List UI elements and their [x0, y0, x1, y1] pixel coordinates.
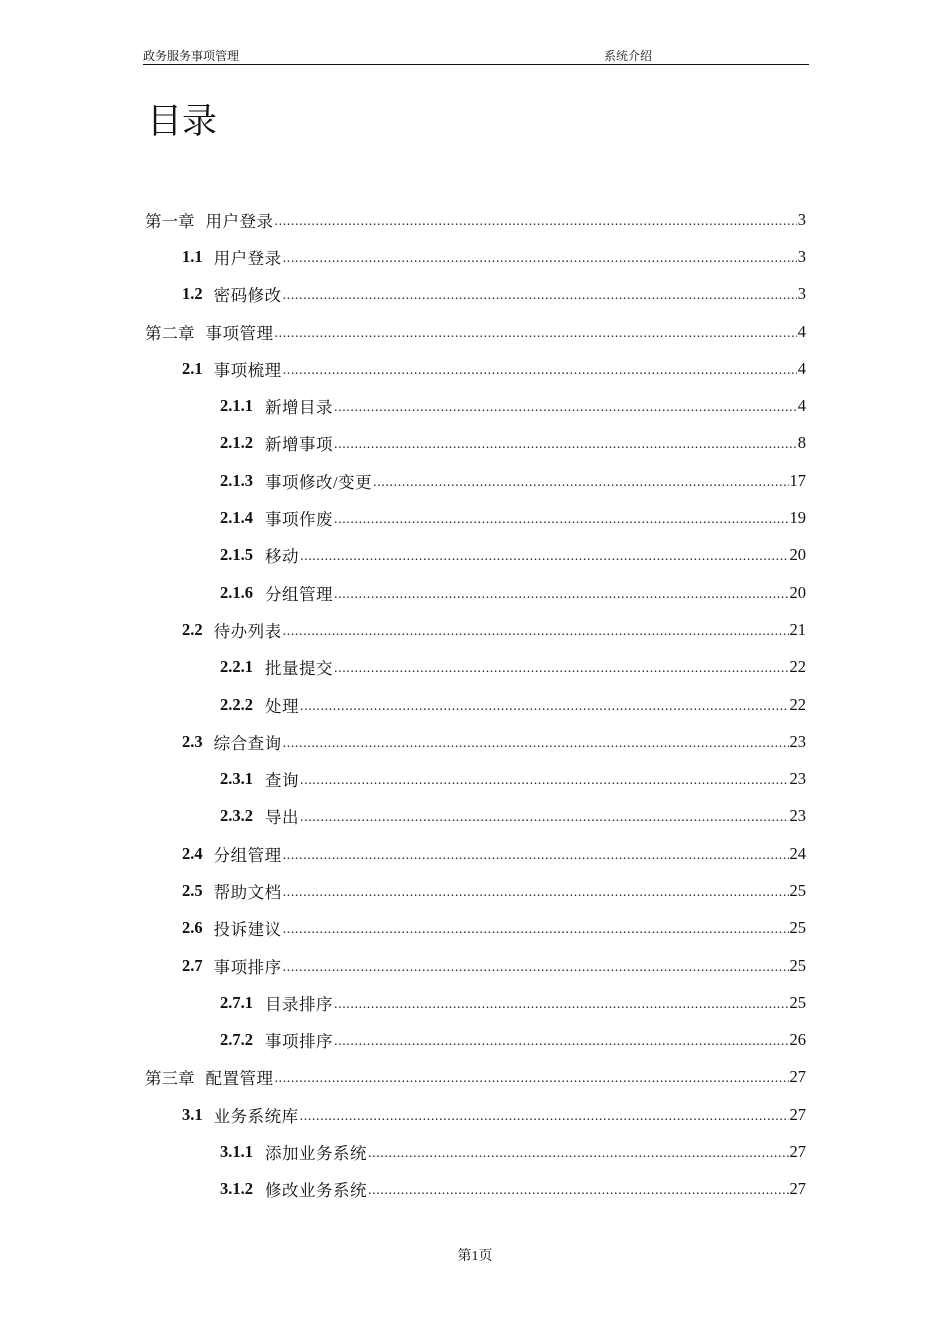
- toc-dot-leader: [283, 922, 789, 938]
- toc-entry-page: 17: [789, 470, 806, 490]
- toc-entry[interactable]: [0, 760, 806, 797]
- toc-entry-page: 20: [789, 545, 806, 565]
- toc-dot-leader: [334, 661, 789, 677]
- toc-heading: 目录: [147, 102, 218, 141]
- toc-entry-number: 2.4: [182, 843, 203, 863]
- toc-entry-page: 25: [789, 880, 806, 900]
- toc-entry[interactable]: [0, 313, 806, 350]
- toc-entry[interactable]: [0, 798, 806, 835]
- toc-entry-label: 处理: [265, 696, 299, 716]
- toc-dot-leader: [334, 997, 789, 1013]
- toc-entry-label: 投诉建议: [213, 920, 282, 940]
- page-number-label: 第1页: [457, 1249, 493, 1264]
- toc-entry-number: 2.2: [182, 619, 203, 639]
- toc-entry-label: 事项作废: [265, 510, 333, 530]
- toc-entry-label: 事项修改/变更: [265, 472, 373, 492]
- toc-entry[interactable]: [0, 1133, 806, 1170]
- toc-dot-leader: [300, 699, 789, 715]
- toc-dot-leader: [300, 1109, 789, 1125]
- toc-dot-leader: [283, 251, 797, 267]
- toc-dot-leader: [373, 475, 788, 491]
- page-header: [143, 50, 809, 65]
- toc-dot-leader: [283, 848, 789, 864]
- toc-entry[interactable]: [0, 537, 806, 574]
- header-document-title: 政务服务事项管理: [143, 49, 240, 63]
- toc-entry[interactable]: [0, 1171, 806, 1208]
- toc-entry-label: 批量提交: [265, 659, 333, 679]
- toc-entry[interactable]: [0, 649, 806, 686]
- toc-dot-leader: [334, 1034, 789, 1050]
- toc-entry-number: 2.1.4: [220, 508, 253, 528]
- toc-entry-number: 第三章: [145, 1069, 195, 1089]
- toc-entry-page: 22: [789, 657, 806, 677]
- toc-entry-label: 综合查询: [213, 733, 282, 753]
- toc-entry[interactable]: [0, 611, 806, 648]
- toc-dot-leader: [368, 1183, 789, 1199]
- toc-dot-leader: [283, 288, 797, 304]
- toc-entry-number: 1.1: [182, 246, 203, 266]
- toc-entry-page: 22: [789, 694, 806, 714]
- toc-entry-label: 事项管理: [205, 323, 274, 343]
- toc-dot-leader: [283, 363, 797, 379]
- toc-entry[interactable]: [0, 872, 806, 909]
- toc-entry-number: 1.2: [182, 284, 203, 304]
- toc-entry-label: 修改业务系统: [265, 1181, 367, 1201]
- toc-entry-number: 2.1.5: [220, 545, 253, 565]
- toc-entry[interactable]: [0, 835, 806, 872]
- toc-dot-leader: [275, 1071, 789, 1087]
- toc-dot-leader: [334, 512, 789, 528]
- toc-dot-leader: [300, 810, 789, 826]
- toc-entry-page: 24: [789, 843, 806, 863]
- toc-entry[interactable]: [0, 201, 806, 238]
- toc-entry[interactable]: [0, 723, 806, 760]
- toc-entry-page: 23: [789, 769, 806, 789]
- toc-entry[interactable]: [0, 499, 806, 536]
- toc-entry-label: 分组管理: [265, 584, 333, 604]
- toc-entry-number: 2.1.6: [220, 582, 253, 602]
- toc-entry[interactable]: [0, 1059, 806, 1096]
- toc-entry-page: 27: [789, 1179, 806, 1199]
- toc-entry-label: 新增目录: [265, 398, 333, 418]
- toc-entry-page: 4: [797, 321, 806, 341]
- toc-entry-page: 19: [789, 508, 806, 528]
- toc-entry[interactable]: [0, 462, 806, 499]
- toc-entry-number: 2.2.2: [220, 694, 253, 714]
- toc-entry-page: 8: [797, 433, 806, 453]
- toc-entry-label: 用户登录: [213, 248, 282, 268]
- toc-entry-label: 用户登录: [205, 211, 274, 231]
- toc-dot-leader: [334, 400, 797, 416]
- toc-entry-label: 事项排序: [265, 1032, 333, 1052]
- header-section-title: 系统介绍: [604, 49, 653, 63]
- toc-entry[interactable]: [0, 910, 806, 947]
- toc-entry-number: 2.6: [182, 918, 203, 938]
- toc-entry-number: 2.1: [182, 358, 203, 378]
- toc-entry-label: 添加业务系统: [265, 1144, 367, 1164]
- toc-entry-page: 26: [789, 1030, 806, 1050]
- toc-entry-page: 25: [789, 918, 806, 938]
- toc-entry-label: 配置管理: [205, 1069, 274, 1089]
- toc-entry-number: 2.3: [182, 731, 203, 751]
- toc-entry-number: 2.1.1: [220, 396, 253, 416]
- toc-entry-number: 2.7: [182, 955, 203, 975]
- toc-entry-page: 25: [789, 992, 806, 1012]
- toc-entry-number: 第一章: [145, 211, 195, 231]
- toc-dot-leader: [275, 326, 797, 342]
- toc-entry-number: 2.1.2: [220, 433, 253, 453]
- toc-entry-label: 业务系统库: [213, 1106, 299, 1126]
- toc-entry[interactable]: [0, 387, 806, 424]
- toc-entry-label: 移动: [265, 547, 299, 567]
- page-footer: [0, 1245, 950, 1265]
- toc-entry-number: 3.1.2: [220, 1179, 253, 1199]
- toc-entry-label: 分组管理: [213, 845, 282, 865]
- toc-entry-label: 导出: [265, 808, 299, 828]
- toc-dot-leader: [368, 1146, 789, 1162]
- toc-dot-leader: [334, 437, 797, 453]
- toc-dot-leader: [283, 624, 789, 640]
- toc-entry[interactable]: [0, 1022, 806, 1059]
- toc-entry-number: 2.3.1: [220, 769, 253, 789]
- table-of-contents: [0, 201, 950, 1208]
- toc-entry[interactable]: [0, 574, 806, 611]
- toc-entry-label: 密码修改: [213, 286, 282, 306]
- toc-entry-page: 3: [797, 209, 806, 229]
- toc-entry-number: 2.1.3: [220, 470, 253, 490]
- toc-entry-page: 23: [789, 731, 806, 751]
- toc-entry-number: 第二章: [145, 323, 195, 343]
- toc-entry[interactable]: [0, 350, 806, 387]
- toc-entry-number: 2.7.1: [220, 992, 253, 1012]
- toc-dot-leader: [300, 773, 789, 789]
- toc-entry-label: 新增事项: [265, 435, 333, 455]
- toc-entry-page: 27: [789, 1104, 806, 1124]
- toc-entry-page: 27: [789, 1142, 806, 1162]
- toc-entry[interactable]: [0, 238, 806, 275]
- toc-entry[interactable]: [0, 425, 806, 462]
- toc-entry-page: 20: [789, 582, 806, 602]
- toc-dot-leader: [334, 587, 789, 603]
- toc-entry-label: 帮助文档: [213, 882, 282, 902]
- toc-entry-number: 2.7.2: [220, 1030, 253, 1050]
- toc-entry-page: 4: [797, 358, 806, 378]
- toc-entry-number: 3.1: [182, 1104, 203, 1124]
- toc-dot-leader: [275, 214, 797, 230]
- toc-entry-number: 3.1.1: [220, 1142, 253, 1162]
- toc-entry-number: 2.2.1: [220, 657, 253, 677]
- toc-entry-label: 查询: [265, 771, 299, 791]
- toc-entry-label: 目录排序: [265, 994, 333, 1014]
- toc-entry[interactable]: [0, 984, 806, 1021]
- toc-entry-label: 待办列表: [213, 621, 282, 641]
- toc-entry[interactable]: [0, 1096, 806, 1133]
- toc-entry-page: 4: [797, 396, 806, 416]
- toc-dot-leader: [283, 885, 789, 901]
- toc-entry[interactable]: [0, 276, 806, 313]
- toc-entry-page: 21: [789, 619, 806, 639]
- toc-dot-leader: [283, 960, 789, 976]
- toc-entry-number: 2.5: [182, 880, 203, 900]
- toc-entry-number: 2.3.2: [220, 806, 253, 826]
- toc-entry-label: 事项梳理: [213, 360, 282, 380]
- toc-entry-page: 3: [797, 246, 806, 266]
- toc-dot-leader: [300, 549, 789, 565]
- toc-entry-page: 27: [789, 1067, 806, 1087]
- toc-entry[interactable]: [0, 686, 806, 723]
- toc-entry[interactable]: [0, 947, 806, 984]
- toc-entry-page: 23: [789, 806, 806, 826]
- toc-dot-leader: [283, 736, 789, 752]
- toc-entry-page: 3: [797, 284, 806, 304]
- toc-entry-label: 事项排序: [213, 957, 282, 977]
- toc-entry-page: 25: [789, 955, 806, 975]
